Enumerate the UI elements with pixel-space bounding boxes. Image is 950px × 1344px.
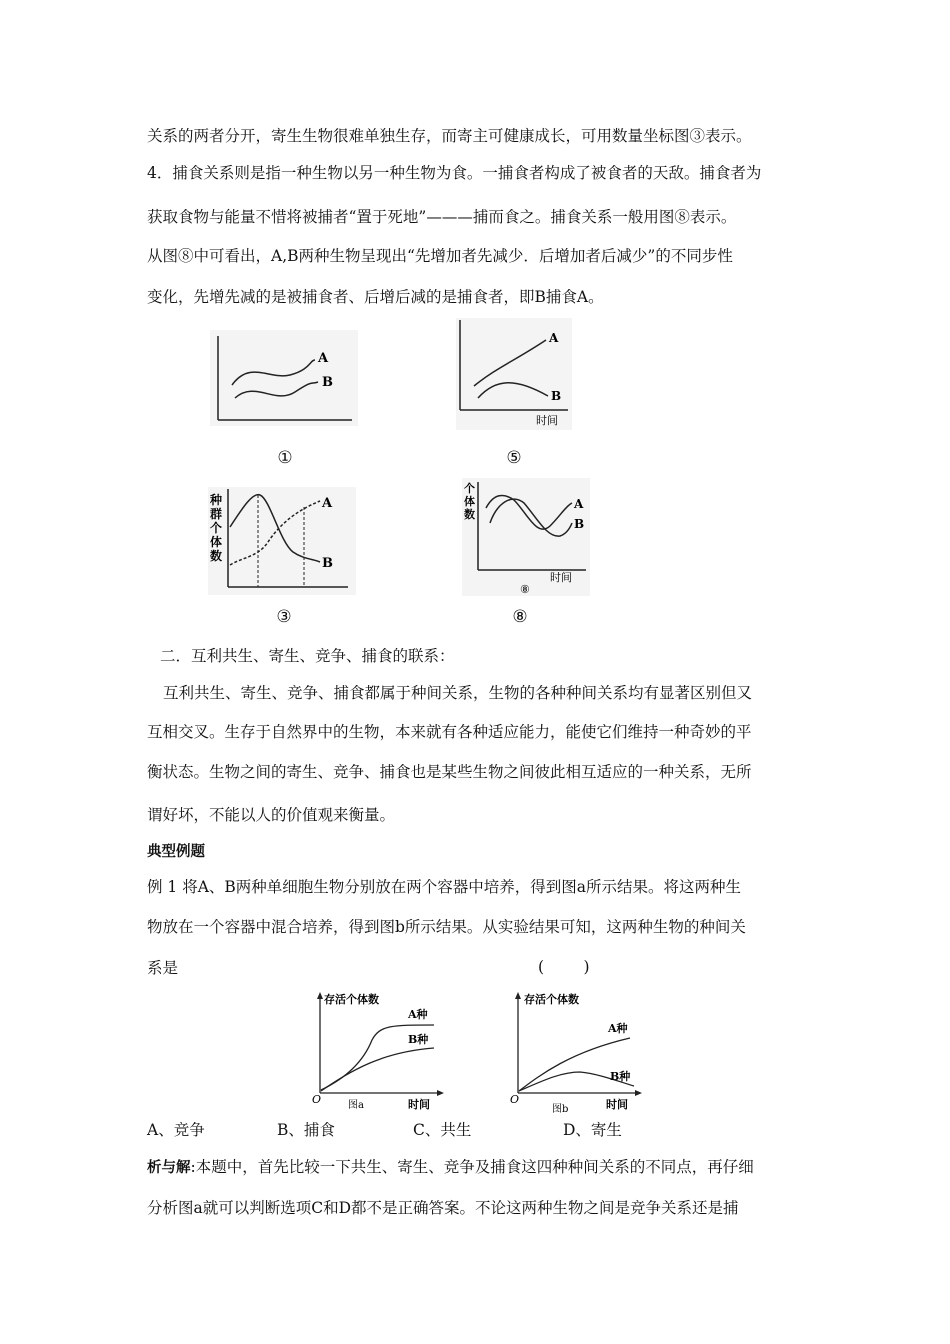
fig3-ylabel-3: 个 xyxy=(210,521,223,535)
fig1-label-a: A xyxy=(318,351,329,366)
figure-5-label: ⑤ xyxy=(506,448,522,468)
example-line-1: 例 1 将A、B两种单细胞生物分别放在两个容器中培养，得到图a所示结果。将这两种生 xyxy=(147,878,742,896)
figure-1-label: ① xyxy=(277,448,293,468)
graph-b-origin: O xyxy=(510,1093,520,1106)
analysis-line-2: 分析图a就可以判断选项C和D都不是正确答案。不论这两种生物之间是竞争关系还是捕 xyxy=(147,1199,739,1217)
fig3-ylabel-5: 数 xyxy=(210,549,223,563)
answer-parentheses: ( ) xyxy=(538,958,590,976)
fig5-label-b: B xyxy=(551,389,562,403)
graph-b-ylabel: 存活个体数 xyxy=(524,993,579,1006)
section2-line-4: 谓好坏，不能以人的价值观来衡量。 xyxy=(147,806,396,824)
fig3-ylabel-2: 群 xyxy=(210,507,223,521)
example-line-3: 系是 xyxy=(147,959,179,977)
figure-1 xyxy=(210,330,358,426)
graph-b-series-a: A种 xyxy=(608,1022,628,1035)
fig3-label-a: A xyxy=(322,496,333,511)
fig8-xlabel: 时间 xyxy=(550,571,572,584)
graph-b-caption: 图b xyxy=(552,1104,569,1114)
paragraph-line-5: 变化，先增先减的是被捕食者、后增后减的是捕食者，即B捕食A。 xyxy=(147,288,604,306)
option-c: C、共生 xyxy=(413,1121,472,1139)
fig8-ylabel-3: 数 xyxy=(464,508,475,521)
figure-8 xyxy=(462,478,590,596)
option-b: B、捕食 xyxy=(277,1121,335,1139)
graph-a-xlabel: 时间 xyxy=(408,1098,430,1111)
fig5-xlabel: 时间 xyxy=(536,414,558,427)
fig8-ylabel-2: 体 xyxy=(464,495,475,508)
figure-3-label: ③ xyxy=(276,607,292,627)
fig3-label-b: B xyxy=(322,556,333,571)
fig1-label-b: B xyxy=(322,375,333,390)
paragraph-line-1: 关系的两者分开，寄生生物很难单独生存，而寄主可健康成长，可用数量坐标图③表示。 xyxy=(147,127,752,145)
graph-a-origin: O xyxy=(312,1093,322,1106)
section2-line-3: 衡状态。生物之间的寄生、竞争、捕食也是某些生物之间彼此相互适应的一种关系，无所 xyxy=(147,763,752,781)
example-line-2: 物放在一个容器中混合培养，得到图b所示结果。从实验结果可知，这两种生物的种间关 xyxy=(147,918,746,936)
fig3-ylabel-1: 种 xyxy=(210,493,223,507)
example-heading: 典型例题 xyxy=(147,844,205,860)
graph-a-ylabel: 存活个体数 xyxy=(324,993,379,1006)
section2-heading: 二．互利共生、寄生、竞争、捕食的联系： xyxy=(160,647,455,665)
fig8-label-a: A xyxy=(574,497,584,511)
graph-a-caption: 图a xyxy=(348,1100,364,1111)
fig8-label-b: B xyxy=(574,517,585,531)
figure-5 xyxy=(456,318,572,430)
analysis-label: 析与解 xyxy=(147,1160,191,1176)
section2-line-1: 互利共生、寄生、竞争、捕食都属于种间关系，生物的各种种间关系均有显著区别但又 xyxy=(163,684,753,702)
graph-b-xlabel: 时间 xyxy=(606,1098,628,1111)
graph-b xyxy=(510,990,644,1114)
figure-8-label: ⑧ xyxy=(512,607,528,627)
figure-3 xyxy=(208,487,356,595)
graph-a xyxy=(312,990,446,1114)
analysis-text-1: :本题中，首先比较一下共生、寄生、竞争及捕食这四种种间关系的不同点，再仔细 xyxy=(190,1158,754,1176)
section2-line-2: 互相交叉。生存于自然界中的生物，本来就有各种适应能力，能使它们维持一种奇妙的平 xyxy=(147,723,752,741)
analysis-line-1 xyxy=(147,1157,754,1178)
graph-b-series-b: B种 xyxy=(610,1070,631,1083)
fig5-label-a: A xyxy=(549,331,559,345)
paragraph-line-2: 4．捕食关系则是指一种生物以另一种生物为食。一捕食者构成了被食者的天敌。捕食者为 xyxy=(147,164,762,182)
paragraph-line-3: 获取食物与能量不惜将被捕者“置于死地”———捕而食之。捕食关系一般用图⑧表示。 xyxy=(147,208,737,226)
paragraph-line-4: 从图⑧中可看出，A,B两种生物呈现出“先增加者先减少．后增加者后减少”的不同步性 xyxy=(147,247,733,265)
fig8-inner-label: ⑧ xyxy=(520,583,530,596)
fig3-ylabel-4: 体 xyxy=(210,535,223,549)
option-a: A、竞争 xyxy=(147,1121,205,1139)
graph-a-series-a: A种 xyxy=(408,1008,428,1021)
fig8-ylabel-1: 个 xyxy=(464,482,475,495)
graph-a-series-b: B种 xyxy=(408,1033,429,1046)
option-d: D、寄生 xyxy=(563,1121,622,1139)
